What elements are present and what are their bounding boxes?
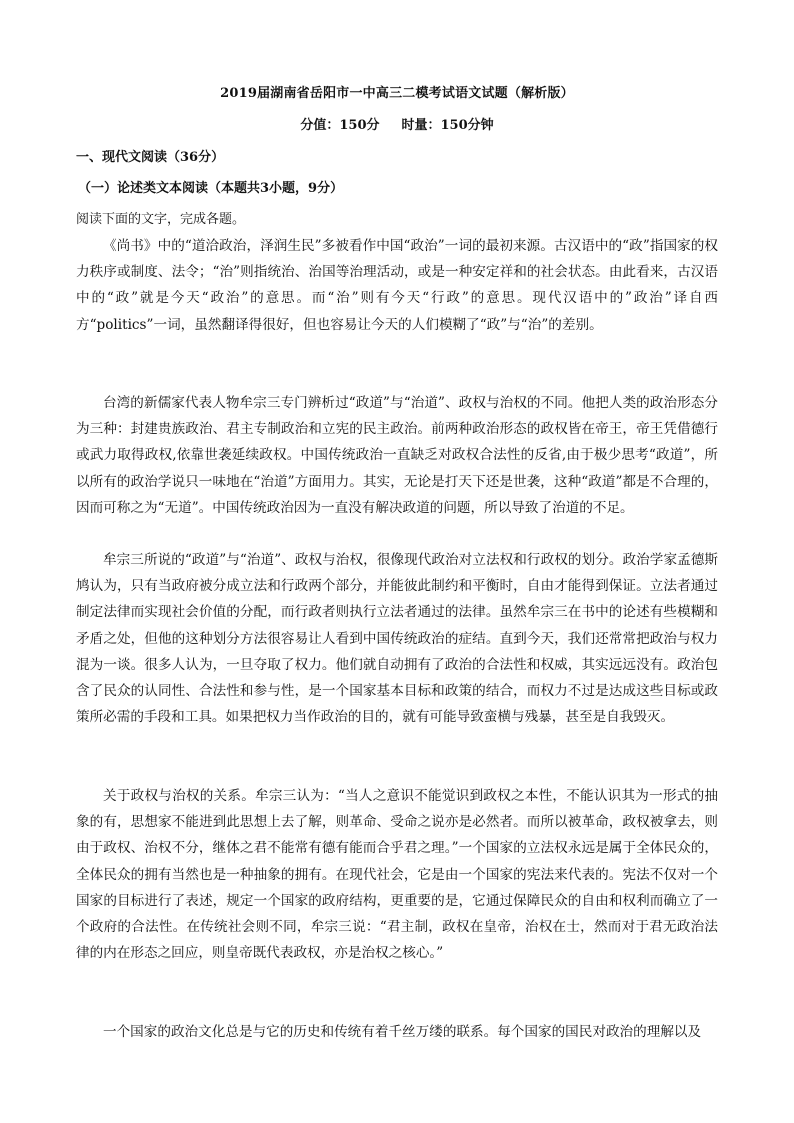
paragraph-5: 一个国家的政治文化总是与它的历史和传统有着千丝万缕的联系。每个国家的国民对政治的理解以及: [103, 1024, 702, 1040]
reading-instruction: 阅读下面的文字，完成各题。: [76, 212, 246, 227]
document-title: 2019届湖南省岳阳市一中高三二模考试语文试题（解析版）: [220, 86, 574, 101]
section-heading: 一、现代文阅读（36分）: [76, 150, 225, 165]
paragraph-1: 《尚书》中的“道洽政治，泽润生民”多被看作中国“政治”一词的最初来源。古汉语中的“政”指国家的权力秩序或制度、法令；“治”则指统治、治国等治理活动，或是一种安定祥和的社会状态。由此看来，古汉语中的“政”就是今天“政治”的意思。而“治”则有今天“行政”的意思。现代汉语中的”政治”译自西方“politics”一词，虽然翻译得很好，但也容易让今天的人们模糊了“政”与“治”的差别。: [76, 238, 718, 333]
paragraph-4: 关于政权与治权的关系。牟宗三认为：“当人之意识不能觉识到政权之本性，不能认识其为一形式的抽象的有，思想家不能进到此思想上去了解，则革命、受命之说亦是必然者。而所以被革命，政权被拿去，则由于政权、治权不分，继体之君不能常有德有能而合乎君之理。”一个国家的立法权永远是属于全体民众的，全体民众的拥有当然也是一种抽象的拥有。在现代社会，它是由一个国家的宪法来代表的。宪法不仅对一个国家的目标进行了表述，规定一个国家的政府结构，更重要的是，它通过保障民众的自由和权利而确立了一个政府的合法性。在传统社会则不同，牟宗三说：“君主制，政权在皇帝，治权在士，然而对于君无政治法律的内在形态之回应，则皇帝既代表政权，亦是治权之核心。”: [76, 788, 718, 962]
exam-info: [0, 114, 794, 133]
score-info: 分值：150分: [300, 118, 380, 133]
paragraph-3: 牟宗三所说的“政道”与“治道”、政权与治权，很像现代政治对立法权和行政权的划分。政治学家孟德斯鸠认为，只有当政府被分成立法和行政两个部分，并能彼此制约和平衡时，自由才能得到保证。立法者通过制定法律而实现社会价值的分配，而行政者则执行立法者通过的法律。虽然牟宗三在书中的论述有些模糊和矛盾之处，但他的这种划分方法很容易让人看到中国传统政治的症结。直到今天，我们还常常把政治与权力混为一谈。很多人认为，一旦夺取了权力。他们就自动拥有了政治的合法性和权威，其实远远没有。政治包含了民众的认同性、合法性和参与性，是一个国家基本目标和政策的结合，而权力不过是达成这些目标或政策所必需的手段和工具。如果把权力当作政治的目的，就有可能导致蛮横与残暴，甚至是自我毁灭。: [76, 552, 718, 726]
paragraph-2: 台湾的新儒家代表人物牟宗三专门辨析过“政道”与“治道”、政权与治权的不同。他把人类的政治形态分为三种：封建贵族政治、君主专制政治和立宪的民主政治。前两种政治形态的政权皆在帝王，帝王凭借德行或武力取得政权,依靠世袭延续政权。中国传统政治一直缺乏对政权合法性的反省,由于极少思考“政道”，所以所有的政治学说只一味地在“治道”方面用力。其实，无论是打天下还是世袭，这种“政道”都是不合理的，因而可称之为“无道”。中国传统政治因为一直没有解决政道的问题，所以导致了治道的不足。: [76, 395, 718, 516]
subsection-heading: （一）论述类文本阅读（本题共3小题，9分）: [78, 181, 344, 196]
time-info: 时量：150分钟: [401, 118, 494, 133]
